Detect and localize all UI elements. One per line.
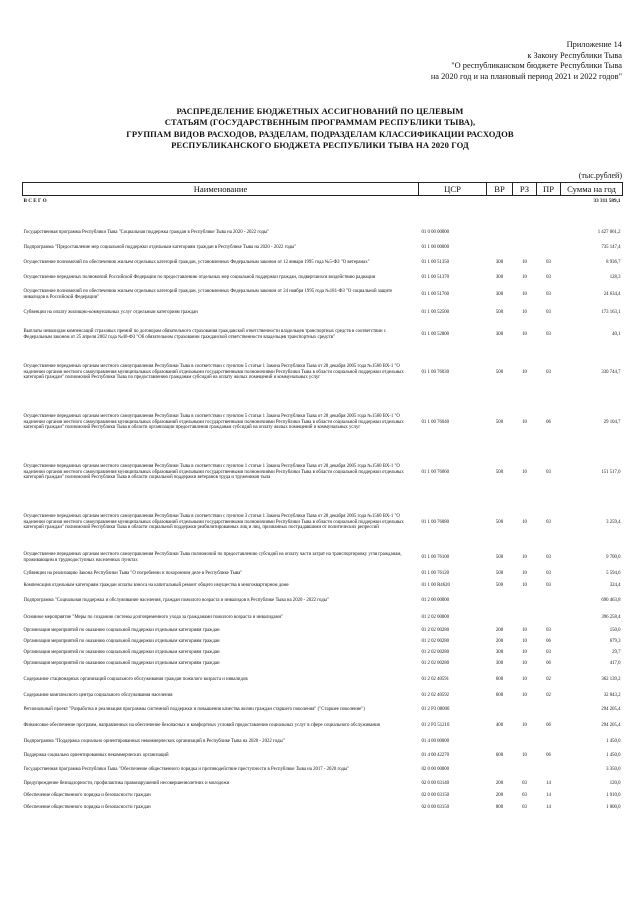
cell-sum: 32 843,2 (603, 692, 621, 698)
cell-rz: 03 (522, 804, 527, 810)
cell-csr: 01 2 P3 51210 (421, 722, 450, 728)
cell-pr: 03 (546, 650, 551, 656)
cell-name: Компенсация отдельным категориям граждан оплаты взноса на капитальный ремонт общего имущества в многоквартирном доме (23, 582, 289, 588)
cell-pr: 06 (546, 752, 551, 758)
cell-rz: 10 (522, 692, 527, 698)
table-row (23, 398, 623, 448)
cell-sum: 1 910,0 (606, 792, 621, 798)
cell-pr: 06 (546, 639, 551, 645)
cell-rz: 10 (522, 650, 527, 656)
table-row (23, 778, 623, 790)
table-row (23, 498, 623, 548)
table-row (23, 750, 623, 762)
unit-label: (тыс.рублей) (578, 171, 622, 180)
cell-rz: 10 (522, 519, 527, 525)
cell-pr: 14 (546, 804, 551, 810)
cell-pr: 03 (546, 259, 551, 265)
table-row (23, 270, 623, 286)
cell-vr: 500 (495, 582, 504, 588)
cell-name: Обеспечение общественного порядка и безопасности граждан (23, 792, 151, 798)
cell-vr (487, 702, 513, 718)
cell-name: Предупреждение безнадзорности, профилактика правонарушений несовершеннолетних и молодежи (23, 780, 230, 786)
table-row (23, 568, 623, 580)
cell-name: Содержание стационарных организаций социального обслуживания граждан пожилого возраста и инвалидов (23, 676, 248, 682)
cell-pr: 03 (546, 291, 551, 297)
cell-sum: 9 700,0 (606, 554, 621, 560)
cell-sum: 735 147,4 (601, 244, 621, 250)
cell-vr (487, 196, 513, 208)
cell-vr: 300 (495, 274, 504, 280)
title-line-4: РЕСПУБЛИКАНСКОГО БЮДЖЕТА РЕСПУБЛИКИ ТЫВА НА 2020 ГОД (171, 140, 469, 151)
cell-csr: 01 2 02 40592 (421, 692, 450, 698)
cell-pr (537, 734, 561, 750)
cell-name: Финансовое обеспечение программ, направленных на обеспечение безопасных и комфортных условий предоставления социальных услуг в сфере социального обслуживания (23, 722, 380, 728)
law-title-line-2: на 2020 год и на плановый период 2021 и 2022 годов" (430, 71, 622, 81)
total-row (23, 196, 623, 208)
cell-sum: 8 936,7 (606, 259, 621, 265)
cell-pr: 06 (546, 722, 551, 728)
cell-name: Выплаты инвалидам компенсаций страховых премий по договорам обязательного страхования гражданской ответственности владельцев транспортных средств в соответствии с Федеральным законом от 25 апреля 2002 года №40-ФЗ "Об обязательном страховании гражданской ответственности владельцев транспортных средств" (23, 328, 386, 340)
cell-csr: 01 1 00 51350 (421, 259, 450, 265)
cell-rz: 03 (522, 792, 527, 798)
cell-pr: 03 (546, 582, 551, 588)
cell-rz (513, 196, 537, 208)
title-line-3: ГРУППАМ ВИДОВ РАСХОДОВ, РАЗДЕЛАМ, ПОДРАЗДЕЛАМ КЛАССИФИКАЦИИ РАСХОДОВ (126, 128, 514, 139)
cell-rz: 10 (522, 582, 527, 588)
cell-vr: 500 (495, 419, 504, 425)
appendix-number: Приложение 14 (566, 40, 622, 49)
cell-name: Содержание комплексного центра социального обслуживания населения (23, 692, 173, 698)
cell-csr: 01 4 00 00000 (421, 738, 450, 744)
cell-rz: 10 (522, 259, 527, 265)
table-row (23, 637, 623, 648)
cell-name: Региональный проект "Разработка и реализация программы системной поддержки и повышения качества жизни граждан старшего поколения" ("Старшее поколение") (23, 706, 365, 712)
cell-sum: 1 427 061,2 (597, 229, 621, 235)
col-header-pr: ПР (537, 183, 561, 196)
cell-sum: 1 450,0 (606, 752, 621, 758)
cell-rz: 10 (522, 291, 527, 297)
table-row (23, 286, 623, 304)
cell-sum: 1 450,0 (606, 738, 621, 744)
cell-rz (513, 702, 537, 718)
cell-sum: 330 744,7 (601, 369, 621, 375)
table-row (23, 240, 623, 256)
cell-rz (513, 208, 537, 226)
cell-vr: 200 (495, 792, 504, 798)
cell-pr: 03 (546, 469, 551, 475)
cell-csr: 01 1 00 76030 (421, 369, 450, 375)
cell-rz (513, 240, 537, 256)
cell-sum: 3 350,0 (606, 766, 621, 772)
col-header-rz: РЗ (513, 183, 537, 196)
cell-name: Подпрограмма "Социальная поддержка и обслуживание населения, граждан пожилого возраста и инвалидов в Республике Тыва на 2020 - 2022 годы" (23, 597, 329, 603)
cell-vr: 200 (495, 639, 504, 645)
cell-pr: 03 (546, 570, 551, 576)
col-header-csr: ЦСР (419, 183, 487, 196)
cell-name: Организация мероприятий по оказанию социальной поддержки отдельным категориям граждан (23, 650, 220, 656)
cell-csr: 02 0 00 03150 (421, 804, 450, 810)
cell-rz: 10 (522, 676, 527, 682)
table-row (23, 256, 623, 270)
cell-csr (419, 208, 487, 226)
table-row (23, 610, 623, 626)
cell-vr: 400 (495, 722, 504, 728)
cell-rz: 10 (522, 331, 527, 337)
table-row (23, 690, 623, 702)
cell-rz: 10 (522, 722, 527, 728)
cell-pr: 03 (546, 628, 551, 634)
cell-sum: 3 259,4 (606, 519, 621, 525)
cell-sum: 5 594,6 (606, 570, 621, 576)
cell-rz: 10 (522, 419, 527, 425)
cell-csr: 01 1 00 76120 (421, 570, 450, 576)
cell-pr (537, 610, 561, 626)
col-header-vr: ВР (487, 183, 513, 196)
cell-sum: 294 205,4 (601, 722, 621, 728)
cell-vr (487, 226, 513, 240)
cell-name: Подпрограмма "Предоставление мер социальной поддержки отдельным категориям граждан в Республике Тыва на 2020 - 2022 годы" (23, 244, 297, 250)
cell-pr (537, 196, 561, 208)
cell-rz (513, 734, 537, 750)
cell-rz: 10 (522, 309, 527, 315)
cell-sum: 417,0 (609, 661, 621, 667)
title-line-2: СТАТЬЯМ (ГОСУДАРСТВЕННЫМ ПРОГРАММАМ РЕСПУБЛИКИ ТЫВА), (164, 117, 476, 128)
cell-pr: 03 (546, 519, 551, 525)
cell-sum: 24 634,4 (603, 291, 621, 297)
table-row (23, 734, 623, 750)
cell-csr: 01 2 02 00280 (421, 661, 450, 667)
cell-csr: 02 0 00 03150 (421, 792, 450, 798)
table-row (23, 548, 623, 568)
cell-vr: 300 (495, 259, 504, 265)
cell-name: Осуществление переданных органам местного самоуправления Республики Тыва в соответствии с пунктом 3 статьи 1 Закона Республики Тыва от 28 декабря 2005 года №1560 ВХ-1 "О наделении органов местного самоуправления муниципальных образований отдельными государственными полномочиями Республики Тыва в области социальной поддержки отдельных категорий граждан" полномочий Республики Тыва в области социальной поддержки реабилитированных лиц и лиц, признанных пострадавшими от политических репрессий (23, 514, 404, 531)
cell-pr (537, 762, 561, 778)
cell-rz (513, 762, 537, 778)
cell-vr: 500 (495, 554, 504, 560)
cell-rz: 10 (522, 369, 527, 375)
cell-rz (513, 226, 537, 240)
cell-csr (419, 196, 487, 208)
cell-pr (537, 208, 561, 226)
cell-vr: 600 (495, 752, 504, 758)
document-title (0, 106, 640, 152)
cell-vr: 500 (495, 519, 504, 525)
col-header-sum: Сумма на год (561, 183, 623, 196)
cell-csr: 01 2 02 00280 (421, 650, 450, 656)
cell-sum: 128,3 (609, 274, 621, 280)
cell-pr: 02 (546, 676, 551, 682)
cell-name: Организация мероприятий по оказанию социальной поддержки отдельным категориям граждан (23, 628, 220, 634)
table-row (23, 322, 623, 348)
cell-pr: 14 (546, 780, 551, 786)
cell-name: Субвенции на оплату жилищно-коммунальных услуг отдельным категориям граждан (23, 309, 198, 315)
cell-sum: 396 258,4 (601, 614, 621, 620)
cell-rz: 10 (522, 628, 527, 634)
cell-rz: 10 (522, 570, 527, 576)
cell-vr: 300 (495, 291, 504, 297)
cell-vr: 500 (495, 369, 504, 375)
cell-name: Организация мероприятий по оказанию социальной поддержки отдельным категориям граждан (23, 639, 220, 645)
cell-csr: 01 1 00 52500 (421, 309, 450, 315)
cell-sum: 151 517,0 (601, 469, 621, 475)
cell-name: Государственная программа Республики Тыва "Социальная поддержка граждан в Республике Тыва на 2020 - 2022 годы" (23, 229, 270, 235)
cell-sum: 29,7 (612, 650, 621, 656)
table-row (23, 304, 623, 322)
table-body (23, 196, 623, 814)
cell-pr: 03 (546, 554, 551, 560)
cell-name: Подпрограмма "Поддержка социально ориентированных некоммерческих организаций в Республике Тыва на 2020 - 2022 годы" (23, 738, 285, 744)
cell-rz: 10 (522, 554, 527, 560)
cell-csr: 01 4 00 42270 (421, 752, 450, 758)
cell-sum: 29 104,7 (603, 419, 621, 425)
cell-pr (537, 240, 561, 256)
cell-vr: 200 (495, 628, 504, 634)
cell-pr: 14 (546, 792, 551, 798)
cell-pr: 03 (546, 309, 551, 315)
cell-name: Основное мероприятие "Меры по созданию системы долговременного ухода за гражданами пожилого возраста и инвалидами" (23, 614, 284, 620)
table-header-row (23, 183, 623, 196)
title-line-1: РАСПРЕДЕЛЕНИЕ БЮДЖЕТНЫХ АССИГНОВАНИЙ ПО ЦЕЛЕВЫМ (176, 106, 464, 116)
cell-pr (537, 226, 561, 240)
budget-table (22, 182, 623, 814)
cell-sum (561, 208, 623, 226)
cell-csr: 01 2 00 00000 (421, 597, 450, 603)
cell-name: В С Е Г О (23, 197, 47, 204)
cell-vr: 500 (495, 469, 504, 475)
cell-vr: 600 (495, 676, 504, 682)
cell-vr (487, 208, 513, 226)
cell-name: Государственная программа Республики Тыва "Обеспечение общественного порядка и противодействие преступности в Республике Тыва на 2017 - 2020 годы" (23, 766, 350, 772)
table-row (23, 448, 623, 498)
table-row (23, 659, 623, 670)
cell-vr: 500 (495, 309, 504, 315)
table-row (23, 348, 623, 398)
cell-name (23, 208, 419, 226)
cell-pr: 03 (546, 369, 551, 375)
cell-vr (487, 240, 513, 256)
cell-pr: 03 (546, 331, 551, 337)
table-row (23, 648, 623, 659)
cell-vr (487, 592, 513, 610)
cell-vr: 500 (495, 570, 504, 576)
cell-vr (487, 610, 513, 626)
cell-rz (513, 592, 537, 610)
cell-sum: 362 139,2 (601, 676, 621, 682)
cell-name: Осуществление переданных органам местного самоуправления Республики Тыва полномочий по предоставлению субсидий на оплату части затрат на транспортировку угля гражданам, проживающим в труднодоступных населенных пунктах (23, 551, 402, 563)
cell-sum: 294 205,4 (601, 706, 621, 712)
cell-vr: 200 (495, 780, 504, 786)
cell-vr: 800 (495, 804, 504, 810)
cell-rz: 10 (522, 752, 527, 758)
cell-sum: 150,0 (609, 628, 621, 634)
cell-name: Осуществление полномочий по обеспечению жильем отдельных категорий граждан, установленных Федеральным законом от 12 января 1995 года №5-ФЗ "О ветеранах" (23, 259, 370, 265)
cell-rz (513, 610, 537, 626)
cell-csr: 01 0 00 00000 (421, 229, 450, 235)
table-row (23, 226, 623, 240)
cell-csr: 01 1 00 R4620 (421, 582, 450, 588)
cell-name: Осуществление переданных органам местного самоуправления Республики Тыва в соответствии с пунктом 1 статьи 1 Закона Республики Тыва от 28 декабря 2005 года №1560 ВХ-1 "О наделении органов местного самоуправления муниципальных образований отдельными государственными полномочиями Республики Тыва в области социальной поддержки отдельных категорий граждан" полномочий Республики Тыва в области социальной поддержки ветеранов труда и тружеников тыла (23, 464, 404, 481)
cell-csr: 01 1 00 76060 (421, 469, 450, 475)
cell-name: Организация мероприятий по оказанию социальной поддержки отдельным категориям граждан (23, 661, 220, 667)
table-row (23, 762, 623, 778)
table-row (23, 592, 623, 610)
table-row (23, 802, 623, 814)
cell-vr: 300 (495, 650, 504, 656)
law-title-line-1: "О республиканском бюджете Республики Тыва (451, 61, 622, 71)
cell-sum: 324,4 (609, 582, 621, 588)
cell-pr: 06 (546, 419, 551, 425)
cell-pr: 03 (546, 274, 551, 280)
table-row (23, 208, 623, 226)
cell-name: Осуществление полномочий по обеспечению жильем отдельных категорий граждан, установленных Федеральным законом от 24 ноября 1995 года №181-ФЗ "О социальной защите инвалидов в Российской Федерации" (23, 288, 393, 300)
col-header-name: Наименование (23, 183, 419, 196)
cell-name: Осуществление переданных органам местного самоуправления Республики Тыва в соответствии с пунктом 5 статьи 1 Закона Республики Тыва от 28 декабря 2005 года №1560 ВХ-1 "О наделении органов местного самоуправления муниципальных образований отдельными государственными полномочиями Республики Тыва в области социальной поддержки отдельных категорий граждан" полномочий Республики Тыва по предоставлению гражданам субсидий на оплату жилых помещений и коммунальных услуг (23, 364, 404, 381)
cell-csr: 01 1 00 76100 (421, 554, 450, 560)
cell-vr: 300 (495, 331, 504, 337)
cell-csr: 01 2 02 00280 (421, 639, 450, 645)
law-reference: к Закону Республики Тыва (527, 50, 622, 60)
cell-sum: 173 163,1 (601, 309, 621, 315)
cell-rz: 10 (522, 274, 527, 280)
cell-csr: 01 2 P3 00000 (421, 706, 450, 712)
cell-name: Осуществление переданных полномочий Российской Федерации по предоставлению отдельных мер социальной поддержки граждан, подвергшихся воздействию радиации (23, 274, 376, 280)
cell-vr (487, 762, 513, 778)
table-row (23, 702, 623, 718)
cell-csr: 01 2 02 00000 (421, 614, 450, 620)
cell-pr: 02 (546, 692, 551, 698)
cell-sum: 679,3 (609, 639, 621, 645)
table-row (23, 718, 623, 734)
table-row (23, 580, 623, 592)
cell-csr: 01 1 00 51370 (421, 274, 450, 280)
table-row (23, 626, 623, 637)
cell-rz: 10 (522, 639, 527, 645)
cell-csr: 01 1 00 51760 (421, 291, 450, 297)
cell-csr: 01 2 02 00280 (421, 628, 450, 634)
cell-sum: 690 463,8 (601, 597, 621, 603)
cell-vr: 600 (495, 692, 504, 698)
cell-name: Поддержка социально ориентированных некоммерческих организаций (23, 752, 169, 758)
cell-name: Обеспечение общественного порядка и безопасности граждан (23, 804, 151, 810)
appendix-header (431, 40, 622, 82)
cell-rz: 03 (522, 780, 527, 786)
cell-name: Субвенции на реализацию Закона Республики Тыва "О погребении и похоронном деле в Республике Тыва" (23, 570, 243, 576)
cell-csr: 02 0 00 00000 (421, 766, 450, 772)
cell-name: Осуществление переданных органам местного самоуправления Республики Тыва в соответствии с пунктом 5 статьи 1 Закона Республики Тыва от 28 декабря 2005 года №1560 ВХ-1 "О наделении органов местного самоуправления муниципальных образований отдельными государственными полномочиями Республики Тыва в области социальной поддержки отдельных категорий граждан" полномочий Республики Тыва в области организации предоставления гражданам субсидий на оплату жилых помещений и коммунальных услуг (23, 414, 404, 431)
cell-sum: 40,1 (612, 331, 621, 337)
cell-csr: 01 1 00 76040 (421, 419, 450, 425)
table-row (23, 790, 623, 802)
table-row (23, 670, 623, 690)
cell-pr (537, 702, 561, 718)
cell-sum: 1 000,0 (606, 804, 621, 810)
cell-csr: 02 0 00 03140 (421, 780, 450, 786)
cell-vr (487, 734, 513, 750)
cell-pr (537, 592, 561, 610)
cell-csr: 01 1 00 76080 (421, 519, 450, 525)
cell-rz: 10 (522, 661, 527, 667)
cell-csr: 01 2 02 40591 (421, 676, 450, 682)
cell-sum: 120,0 (609, 780, 621, 786)
cell-sum: 33 311 589,1 (593, 197, 621, 204)
cell-vr: 300 (495, 661, 504, 667)
cell-csr: 01 1 00 00000 (421, 244, 450, 250)
cell-csr: 01 1 00 52800 (421, 331, 450, 337)
cell-rz: 10 (522, 469, 527, 475)
cell-pr: 06 (546, 661, 551, 667)
